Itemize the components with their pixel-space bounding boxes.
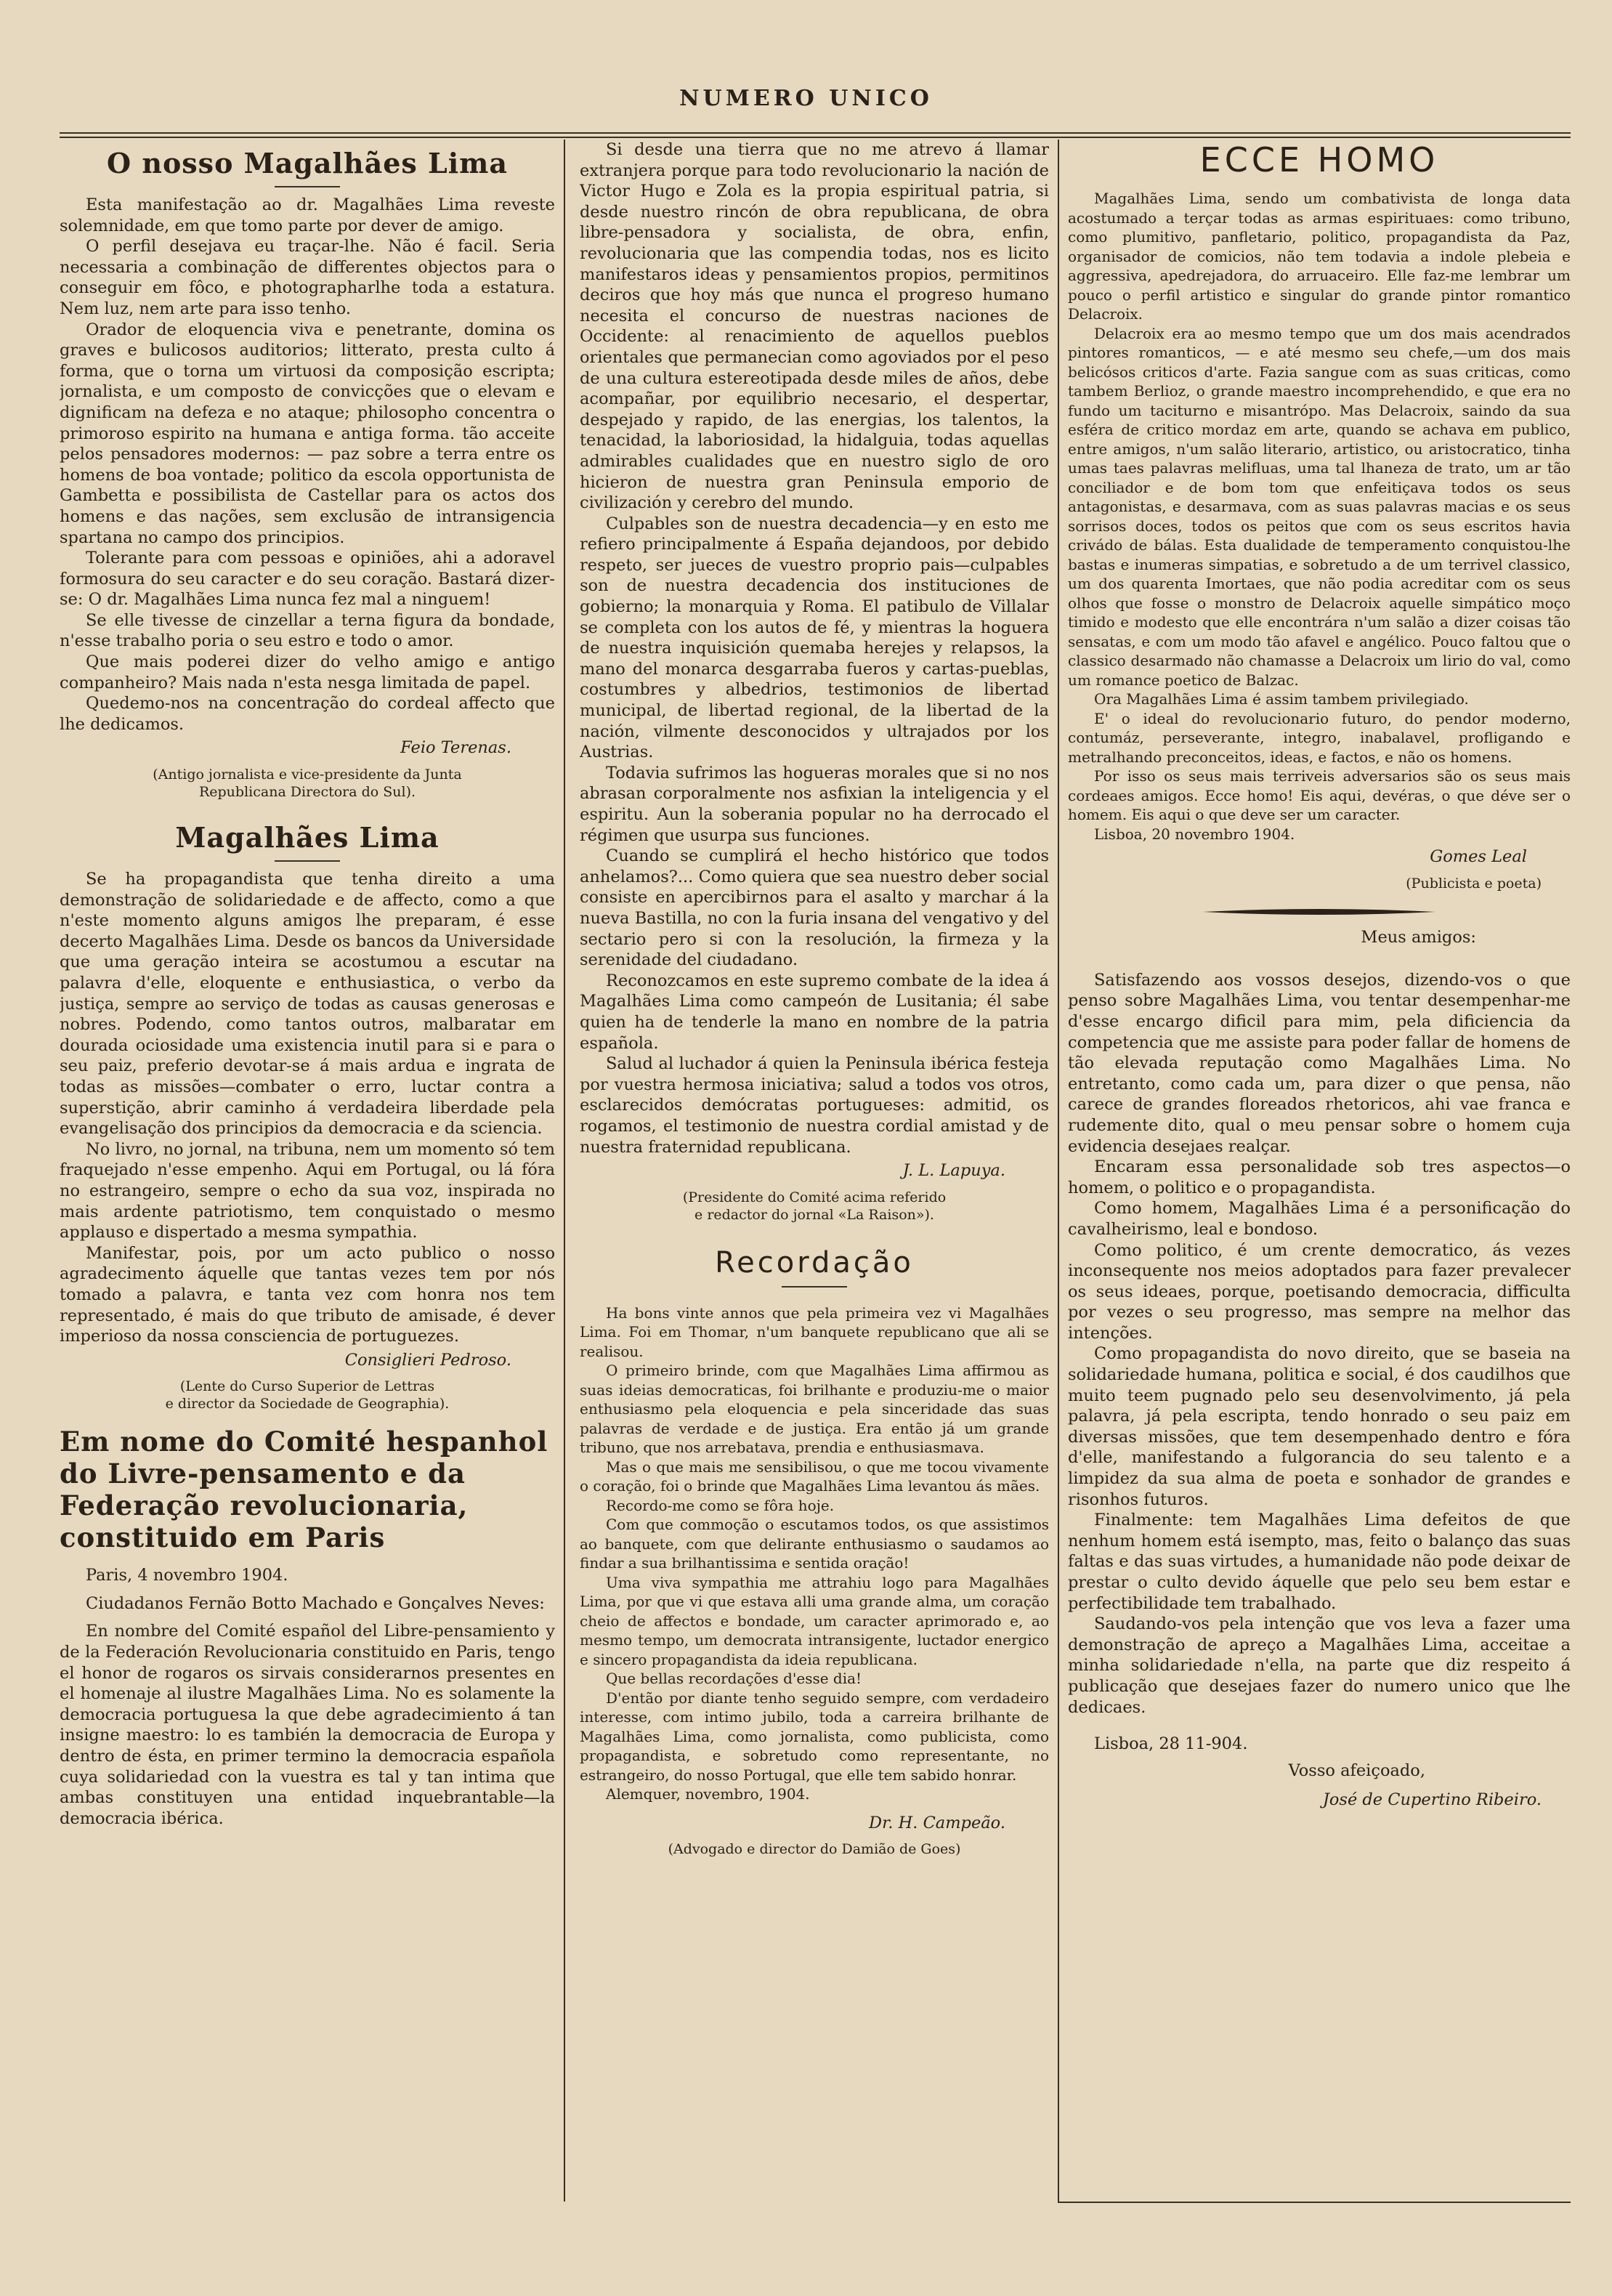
article-title: Recordação bbox=[715, 1245, 914, 1280]
top-rule-thin bbox=[60, 137, 1571, 138]
running-head: NUMERO UNICO bbox=[679, 86, 933, 111]
paragraph: Quedemo-nos na concentração do cordeal affecto que lhe dedicamos. bbox=[60, 694, 555, 734]
paragraph: En nombre del Comité español del Libre-pensamiento y de la Federación Revolucionaria constituido en Paris, tengo el honor de rogaros os sirvais considerarnos presentes en el homenaje al ilustre Magalhães Lima. No es solamente la democracia portuguesa la que debe agradecimiento á tan insigne maestro: lo es también la democracia de Europa y dentro de ésta, en primer termino la democracia española cuya solidariedad con la vuestra es tal y tan intima que ambas constituyen una entidad inquebrantable—la democracia ibérica. bbox=[60, 1622, 555, 1828]
paragraph: Reconozcamos en este supremo combate de la idea á Magalhães Lima como campeón de Lusitania; él sabe quien ha de tenderle la mano en nombre de la patria española. bbox=[580, 971, 1049, 1053]
article-o-nosso-magalhaes-lima bbox=[60, 145, 555, 801]
paragraph: Saudando-vos pela intenção que vos leva a fazer uma demonstração de apreço a Magalhães Lima, acceitae a minha solidariedade n'ella, na parte que diz respeito á publicação que desejaes fazer do numero unico que lhe dedicaes. bbox=[1068, 1614, 1571, 1717]
credit-line: Republicana Directora do Sul). bbox=[198, 784, 416, 801]
paragraph: E' o ideal do revolucionario futuro, do pendor moderno, contumáz, perseverante, integro, inabalavel, profligando e metralhando preconceitos, ideas, e factos, e não os homens. bbox=[1068, 709, 1571, 766]
signature: Dr. H. Campeão. bbox=[869, 1813, 1005, 1832]
credit-line: (Lente do Curso Superior de Lettras bbox=[179, 1378, 435, 1395]
credit-note bbox=[60, 1378, 555, 1412]
credit-line: (Antigo jornalista e vice-presidente da Junta bbox=[153, 767, 462, 783]
paragraph: Ha bons vinte annos que pela primeira vez vi Magalhães Lima. Foi em Thomar, n'um banquete republicano que ali se realisou. bbox=[580, 1303, 1049, 1360]
article-body bbox=[1068, 189, 1571, 844]
credit-line: e director da Sociedade de Geographia). bbox=[165, 1396, 450, 1412]
article-lapuya-letter bbox=[580, 140, 1049, 1224]
paragraph: Cuando se cumplirá el hecho histórico que todos anhelamos?... Como quiera que sea nuestro deber social consiste en apercibirnos para el asalto y marchar á la nueva Bastilla, no con la furia insana del vengativo y del sectario pero si con la resolución, la firmeza y la serenidade del ciudadano. bbox=[580, 846, 1049, 970]
article-body bbox=[580, 1303, 1049, 1804]
paragraph: Magalhães Lima, sendo um combativista de longa data acostumado a terçar todas as armas espirituaes: como tribuno, como plumitivo, panfletario, politico, propagandista da Paz, organisador de comicios, não tem todavia a indole plebeia e aggressiva, apedrejadora, do arruaceiro. Elle faz-me lembrar um pouco o perfil artistico e singular do grande pintor romantico Delacroix. bbox=[1068, 190, 1571, 323]
signature: José de Cupertino Ribeiro. bbox=[1322, 1790, 1542, 1810]
paragraph: No livro, no jornal, na tribuna, nem um momento só tem fraquejado n'esse empenho. Aqui em Portugal, ou lá fóra no estrangeiro, sempre o echo da sua voz, inspirada no mais ardente patriotismo, tem conquistado o mesmo applauso e dispertado a mesma sympathia. bbox=[60, 1139, 555, 1242]
credit-note: (Publicista e poeta) bbox=[1406, 875, 1542, 892]
paragraph: Uma viva sympathia me attrahiu logo para Magalhães Lima, por que vi que estava alli uma grande alma, um coração cheio de affectos e bondade, um caracter aprimorado e, ao mesmo tempo, um democrata intransigente, luctador energico e sincero propagandista da ideia republicana. bbox=[580, 1573, 1049, 1668]
paragraph: Que bellas recordações d'esse dia! bbox=[606, 1670, 862, 1688]
paragraph: Satisfazendo aos vossos desejos, dizendo-vos o que penso sobre Magalhães Lima, vou tentar desempenhar-me d'esse encargo dificil para mim, pela dificiencia da competencia que me assiste para poder fallar de homens de tão elevada reputação como Magalhães Lima. No entretanto, como cada um, para dizer o que pensa, não carece de grandes floreados rhetoricos, ahi vae franca e rudemente dito, qual o meu pensar sobre o homem cuja evidencia desejaes realçar. bbox=[1068, 970, 1571, 1156]
title-dash bbox=[782, 1286, 847, 1288]
article-recordacao bbox=[580, 1244, 1049, 1859]
paragraph: Culpables son de nuestra decadencia—y en esto me refiero principalmente á España dejandoos, por debido respeto, ser jueces de vuestro proprio pais—culpables son de nuestra decadencia dos instituciones de gobierno; la monarquia y Roma. El patibulo de Villalar se completa con los autos de fé, y mientras la hoguera de nuestra inquisición quemaba herejes y relapsos, la mano del monarca desgarraba fueros y cartas-pueblas, costumbres y albedrios, testimonios de libertad municipal, de libertad regional, de la libertad de la nación, vilmente desconocidos y ultrajados por los Austrias. bbox=[580, 514, 1049, 762]
credit-note bbox=[580, 1189, 1049, 1224]
paragraph: Delacroix era ao mesmo tempo que um dos mais acendrados pintores romanticos, — e até mesmo seu chefe,—um dos mais belicósos criticos d'arte. Fazia sangue com as suas criticas, como tambem Berlioz, o grande maestro incomprehendido, e que era no fundo um taciturno e misantrópo. Mas Delacroix, saindo da sua esféra de critico mordaz em arte, quando se achava em publico, entre amigos, n'um salão literario, artistico, ou aristocratico, tinha umas taes palavras melifluas, uma tal lhaneza de trato, um ar tão conciliador e de bom tom que enfeitiçava todos os seus antagonistas, e desarmava, com as suas palavras macias e os seus sorrisos doces, todos os peitos que com os seus escritos havia crivádo de bálas. Esta dualidade de temperamento conquistou-lhe bastas e inumeras simpatias, e sobretudo a de um terrivel classico, um dos quarenta Imortaes, que não podia acreditar com os seus olhos que fosse o monstro de Delacroix aquelle simpático moço timido e modesto que elle encontrára n'um salão a dizer coisas tão sensatas, e com um modo tão afavel e angélico. Pouco faltou que o classico desarmado não chamasse a Delacroix um lirio do val, como um romance poetico de Balzac. bbox=[1068, 324, 1571, 689]
signature: J. L. Lapuya. bbox=[902, 1161, 1005, 1181]
paragraph: Mas o que mais me sensibilisou, o que me tocou vivamente o coração, foi o brinde que Magalhães Lima levantou ás mães. bbox=[580, 1458, 1049, 1495]
dateline: Lisboa, 28 11-904. bbox=[1094, 1734, 1248, 1754]
paragraph: D'então por diante tenho seguido sempre, com verdadeiro interesse, com intimo jubilo, toda a carreira brilhante de Magalhães Lima, como jornalista, como publicista, como propagandista, e sobretudo como representante, no estrangeiro, do nosso Portugal, que elle tem sabido honrar. bbox=[580, 1689, 1049, 1784]
column-3 bbox=[1068, 140, 1571, 2187]
column-1 bbox=[60, 140, 555, 2187]
paragraph: Finalmente: tem Magalhães Lima defeitos de que nenhum homem está isempto, mas, feito o balanço das suas faltas e das suas virtudes, a humanidade não pode deixar de prestar o culto devido áquelle que pelo seu bem estar e perfectibilidade tem trabalhado. bbox=[1068, 1511, 1571, 1613]
article-title: Magalhães Lima bbox=[175, 821, 440, 854]
paragraph: O primeiro brinde, com que Magalhães Lima affirmou as suas ideias democraticas, foi brilhante e produziu-me o maior enthusiasmo pela eloquencia e pela sinceridade das suas palavras de verdade e de justiça. Era então já um grande tribuno, que nos arrebatava, prendia e enthusiasmava. bbox=[580, 1362, 1049, 1457]
signature: Feio Terenas. bbox=[400, 738, 511, 758]
column-divider-1 bbox=[564, 140, 565, 2202]
paragraph: Como homem, Magalhães Lima é a personificação do cavalheirismo, leal e bondoso. bbox=[1068, 1199, 1571, 1239]
article-title: ECCE HOMO bbox=[1199, 140, 1439, 179]
paragraph: Esta manifestação ao dr. Magalhães Lima reveste solemnidade, em que tomo parte por dever de amigo. bbox=[60, 195, 555, 235]
dateline: Alemquer, novembro, 1904. bbox=[606, 1785, 810, 1803]
title-dash bbox=[275, 186, 340, 187]
article-cupertino-letter bbox=[1068, 927, 1571, 1811]
paragraph: O perfil desejava eu traçar-lhe. Não é facil. Seria necessaria a combinação de differentes objectos para o conseguir em fôco, e photographarlhe toda a estatura. Nem luz, nem arte para isso tenho. bbox=[60, 237, 555, 318]
dateline: Paris, 4 novembro 1904. bbox=[86, 1566, 288, 1585]
column-divider-2 bbox=[1058, 140, 1059, 2202]
paragraph: Si desde una tierra que no me atrevo á llamar extranjera porque para todo revolucionario la nación de Victor Hugo e Zola es la propia espiritual patria, si desde nuestro rincón de obra republicana, de obra libre-pensadora y socialista, de obra, enfin, revolucionaria que las compendia todas, nos es licito manifestaros ideas y pensamientos propios, permitinos deciros que hoy más que nunca el progreso humano necesita el concurso de nuestras naciones de Occidente: al renacimiento de aquellos pueblos orientales que permanecian como agoviados por el peso de una cultura estereotipada desde miles de años, debe acompañar, por equilibrio necesario, el despertar, despejado y rapido, de las energias, los talentos, la tenacidad, la laboriosidad, la hidalguia, todas aquellas admirables cualidades que en nuestro siglo de oro hicieron de nuestra gran Peninsula emporio de civilización y cerebro del mundo. bbox=[580, 140, 1049, 513]
paragraph: Todavia sufrimos las hogueras morales que si no nos abrasan corporalmente nos asfixian la inteligencia y el espiritu. Aun la soberania popular no ha derrocado el régimen que usurpa sus funciones. bbox=[580, 763, 1049, 845]
top-rule bbox=[60, 132, 1571, 134]
article-title: O nosso Magalhães Lima bbox=[106, 147, 508, 179]
bottom-rule bbox=[1058, 2202, 1571, 2203]
ornament-rule-icon bbox=[1203, 905, 1435, 919]
paragraph: Se ha propagandista que tenha direito a uma demonstração de solidariedade e de affecto, como a que n'este momento alguns amigos lhe preparam, é esse decerto Magalhães Lima. Desde os bancos da Universidade que uma geração inteira se acostumou a escutar na palavra d'elle, eloquente e enthusiastica, o verbo da justiça, sempre ao serviço de todas as causas generosas e nobres. Podendo, como tantos outros, malbaratar em dourada ociosidade uma existencia inutil para si e para o seu paiz, preferio devotar-se á mais ardua e ingrata de todas as missões—combater o erro, luctar contra a superstição, abrir caminho á verdadeira liberdade pela evangelisação dos principios da democracia e da sciencia. bbox=[60, 870, 555, 1139]
paragraph: Tolerante para com pessoas e opiniões, ahi a adoravel formosura do seu caracter e do seu coração. Bastará dizer-se: O dr. Magalhães Lima nunca fez mal a ninguem! bbox=[60, 549, 555, 610]
paragraph: Com que commoção o escutamos todos, os que assistimos ao banquete, com que delirante enthusiasmo o saudamos ao findar a sua brilhantissima e sentida oração! bbox=[580, 1516, 1049, 1572]
signature: Consiglieri Pedroso. bbox=[344, 1350, 511, 1370]
paragraph: Se elle tivesse de cinzellar a terna figura da bondade, n'esse trabalho poria o seu estro e todo o amor. bbox=[60, 610, 555, 651]
signature: Gomes Leal bbox=[1430, 847, 1527, 866]
article-magalhaes-lima bbox=[60, 820, 555, 1412]
closing: Vosso afeiçoado, bbox=[1288, 1761, 1425, 1780]
greeting: Meus amigos: bbox=[1361, 928, 1476, 947]
paragraph: Ora Magalhães Lima é assim tambem privilegiado. bbox=[1094, 690, 1469, 708]
paragraph: Como propagandista do novo direito, que se baseia na solidariedade humana, politica e social, é dos caudilhos que muito teem pugnado pelo seu desenvolvimento, já pela palavra, já pela escripta, tendo honrado o seu paiz em diversas missões, que tem desempenhado dentro e fóra d'elle, manifestando a fulgorancia do seu talento e a limpidez da sua alma de poeta e sonhador de grandes e risonhos futuros. bbox=[1068, 1344, 1571, 1509]
paragraph: Orador de eloquencia viva e penetrante, domina os graves e bulicosos auditorios; litterato, presta culto á forma, que o torna um virtuosi da composição escripta; jornalista, e um composto de convicções que o elevam e dignificam na defeza e no ataque; philosopho concentra o primoroso espirito na humana e antiga forma. tão acceite pelos pensadores modernos: — paz sobre a terra entre os homens de boa vontade; politico da escola opportunista de Gambetta e possibilista de Castellar para os actos dos homens e das nações, sem exclusão de intransigencia spartana no campo dos principios. bbox=[60, 320, 555, 547]
article-title: Em nome do Comité hespanhol do Livre-pensamento e da Federação revolucionaria, constituido em Paris bbox=[60, 1426, 548, 1554]
paragraph: Que mais poderei dizer do velho amigo e antigo companheiro? Mais nada n'esta nesga limitada de papel. bbox=[60, 652, 555, 692]
paragraph: Encaram essa personalidade sob tres aspectos—o homem, o politico e o propagandista. bbox=[1068, 1157, 1571, 1197]
paragraph: Recordo-me como se fôra hoje. bbox=[606, 1496, 835, 1514]
paragraph: Como politico, é um crente democratico, ás vezes inconsequente nos meios adoptados para fazer prevalecer os seus ideaes, porque, poetisando democracia, difficulta por vezes o seu progresso, mas sempre na melhor das intenções. bbox=[1068, 1240, 1571, 1343]
credit-line: e redactor do jornal «La Raison»). bbox=[694, 1206, 934, 1223]
salutation: Ciudadanos Fernão Botto Machado e Gonçalves Neves: bbox=[86, 1593, 545, 1613]
article-comite-hespanhol bbox=[60, 1426, 555, 1829]
credit-note bbox=[60, 766, 555, 801]
ornament-divider bbox=[1068, 902, 1571, 923]
credit-line: (Presidente do Comité acima referido bbox=[682, 1189, 947, 1205]
paragraph: Manifestar, pois, por um acto publico o nosso agradecimento áquelle que tantas vezes tem por nós tomado a palavra, e tanta vez com honra nos tem representado, é mais do que tributo de amisade, é dever imperioso da nossa consciencia de portuguezes. bbox=[60, 1243, 555, 1346]
paragraph: Por isso os seus mais terriveis adversarios são os seus mais cordeaes amigos. Ecce homo! Eis aqui, devéras, o que déve ser o homem. Eis aqui o que deve ser um caracter. bbox=[1068, 767, 1571, 823]
paragraph: Salud al luchador á quien la Peninsula ibérica festeja por vuestra hermosa iniciativa; salud a todos vos otros, esclarecidos demócratas portugueses: admitid, os rogamos, el testimonio de nuestra cordial amistad y de nuestra fraternidad republicana. bbox=[580, 1054, 1049, 1157]
credit-note: (Advogado e director do Damião de Goes) bbox=[668, 1841, 961, 1858]
article-ecce-homo bbox=[1068, 140, 1571, 892]
title-dash bbox=[275, 860, 340, 862]
dateline: Lisboa, 20 novembro 1904. bbox=[1094, 825, 1295, 843]
column-2 bbox=[580, 140, 1049, 2187]
